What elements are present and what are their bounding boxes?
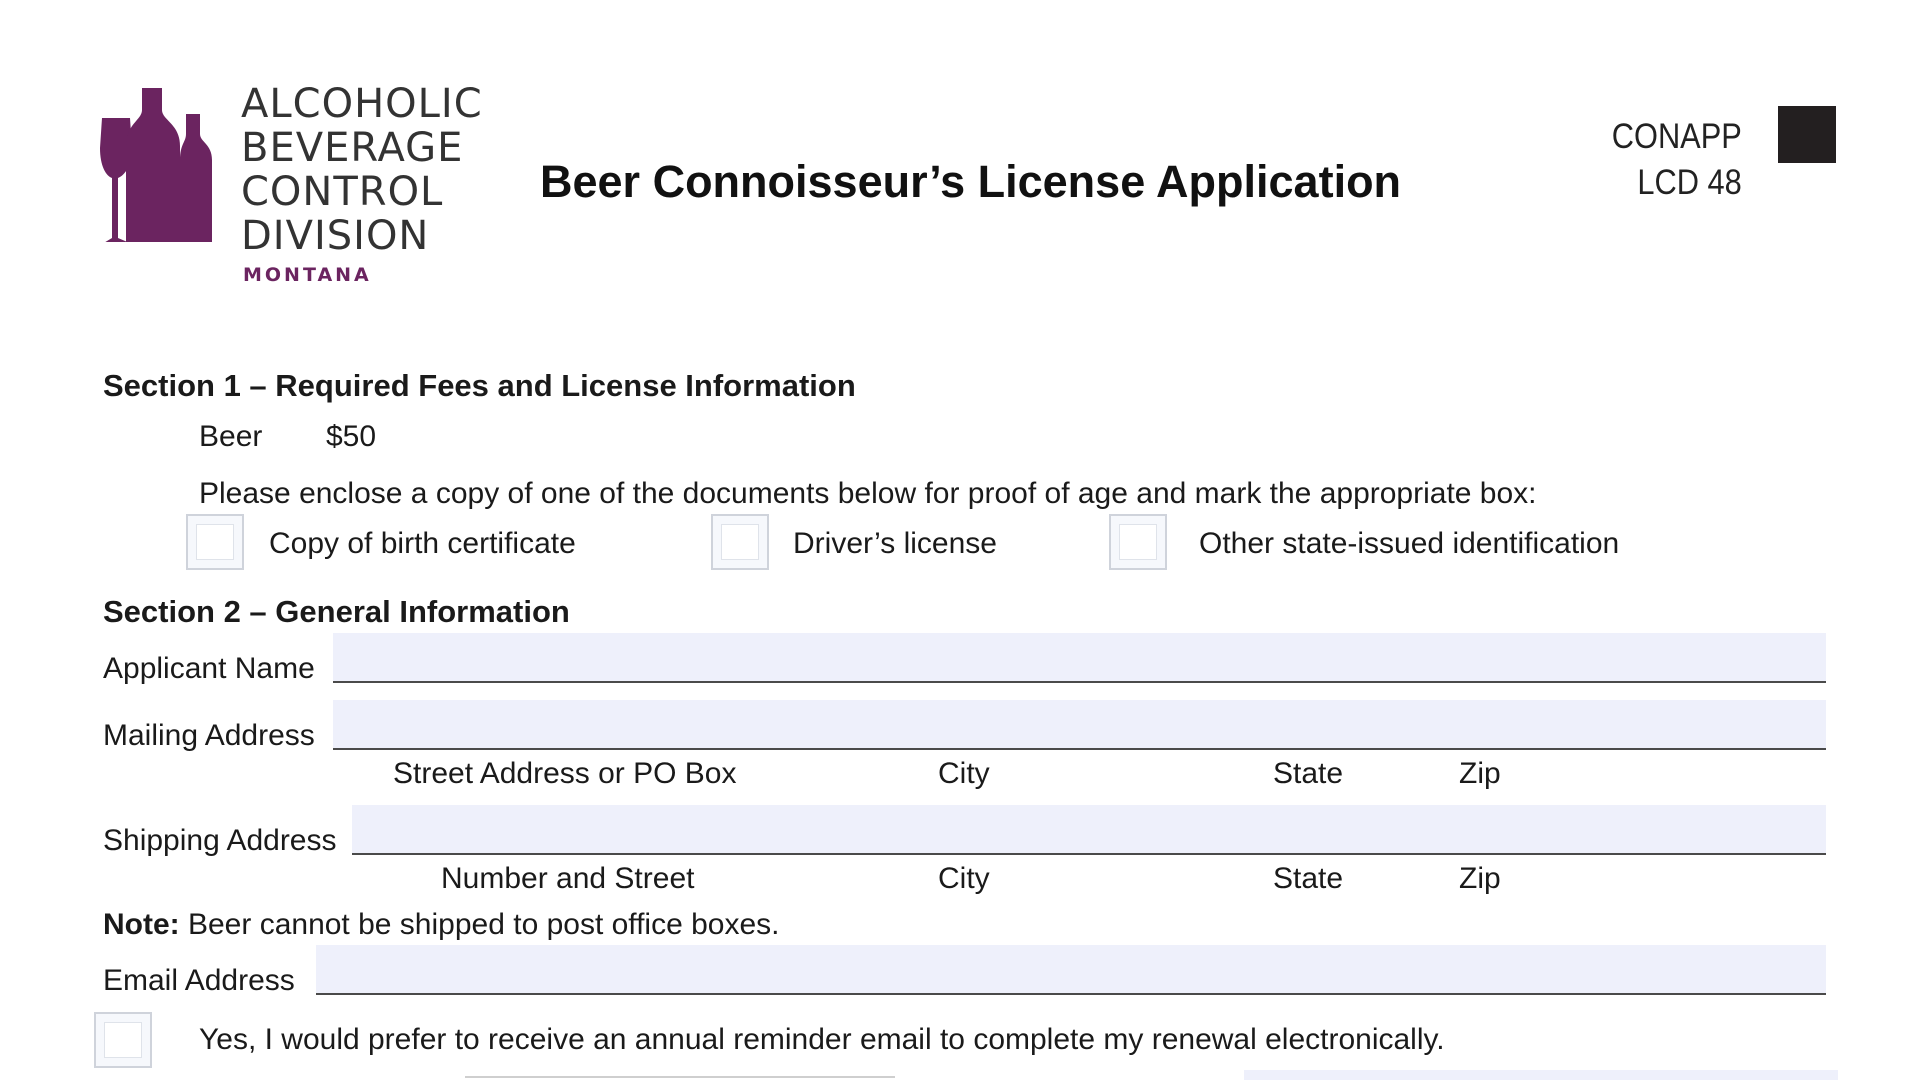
form-code [1612,114,1742,206]
drivers-license-label: Driver’s license [793,527,997,560]
mailing-street-sublabel: Street Address or PO Box [393,757,737,790]
shipping-street-sublabel: Number and Street [441,862,695,895]
email-address-input[interactable] [316,945,1826,993]
shipping-note [103,908,780,942]
applicant-name-field[interactable] [333,633,1826,683]
applicant-name-label: Applicant Name [103,652,315,685]
drivers-license-checkbox[interactable] [711,514,769,570]
shipping-zip-sublabel: Zip [1459,862,1501,895]
mailing-address-field[interactable] [333,700,1826,750]
shipping-address-field[interactable] [352,805,1826,855]
birth-certificate-label: Copy of birth certificate [269,527,576,560]
renewal-reminder-label: Yes, I would prefer to receive an annual reminder email to complete my renewal electronically. [199,1023,1445,1056]
corner-marker [1778,106,1836,163]
mailing-address-label: Mailing Address [103,719,315,752]
abc-bottles-logo-icon [100,88,228,250]
shipping-state-sublabel: State [1273,862,1344,895]
other-id-checkbox[interactable] [1109,514,1167,570]
logo-line-1: ALCOHOLIC [241,81,483,127]
other-id-label: Other state-issued identification [1199,527,1620,560]
mailing-state-sublabel: State [1273,757,1344,790]
fee-label: Beer [199,420,263,453]
section-1-heading: Section 1 – Required Fees and License Information [103,368,856,403]
form-code-line-2: LCD 48 [1637,163,1742,202]
shipping-note-text: Beer cannot be shipped to post office boxes. [179,908,780,941]
mailing-address-input[interactable] [333,700,1826,748]
mailing-zip-sublabel: Zip [1459,757,1501,790]
proof-of-age-instruction: Please enclose a copy of one of the documents below for proof of age and mark the appropriate box: [199,477,1537,510]
shipping-city-sublabel: City [938,862,990,895]
email-address-label: Email Address [103,964,295,997]
shipping-address-label: Shipping Address [103,824,337,857]
birth-certificate-checkbox[interactable] [186,514,244,570]
logo-state: MONTANA [243,264,372,286]
email-address-field[interactable] [316,945,1826,995]
form-code-line-1: CONAPP [1611,117,1742,156]
logo-wordmark [241,82,483,258]
renewal-reminder-checkbox[interactable] [94,1012,152,1068]
shipping-note-bold: Note: [103,908,180,941]
mailing-city-sublabel: City [938,757,990,790]
logo-line-4: DIVISION [241,213,430,259]
page-title: Beer Connoisseur’s License Application [540,156,1402,207]
partial-next-field[interactable] [1244,1070,1838,1080]
shipping-address-input[interactable] [352,805,1826,853]
fee-amount: $50 [326,420,377,453]
logo-line-3: CONTROL [241,169,444,215]
section-2-heading: Section 2 – General Information [103,594,570,629]
partial-field-line [465,1076,895,1078]
logo-line-2: BEVERAGE [241,125,464,171]
applicant-name-input[interactable] [333,633,1826,681]
